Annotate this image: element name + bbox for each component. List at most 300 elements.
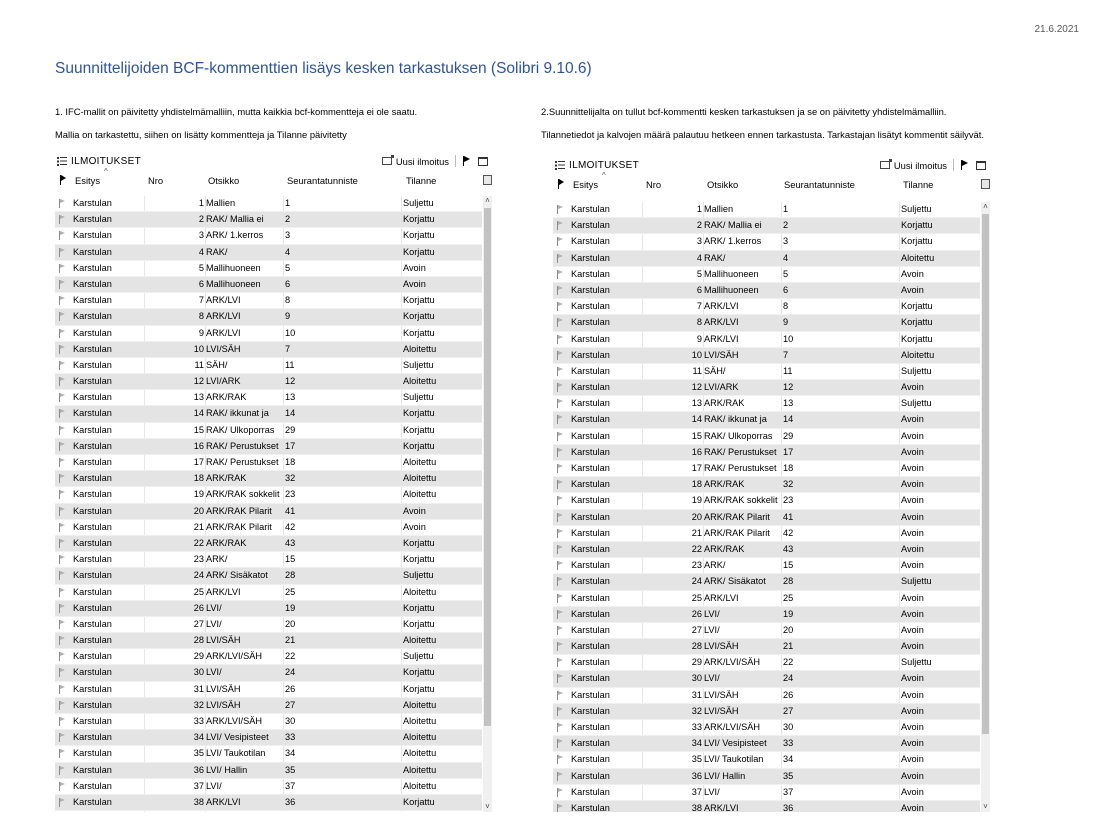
cell-nro: 29 (691, 657, 702, 668)
flag-icon[interactable] (557, 545, 564, 554)
cell-esitys: Karstulan (571, 770, 610, 781)
table-row[interactable] (55, 585, 482, 601)
table-row[interactable] (553, 785, 980, 801)
cell-otsikko: SÄH/ (704, 365, 726, 376)
flag-icon[interactable] (557, 270, 564, 279)
cell-seurantatunniste: 35 (285, 764, 296, 775)
cell-seurantatunniste: 11 (783, 365, 793, 376)
flag-icon[interactable] (59, 685, 66, 694)
cell-seurantatunniste: 1 (285, 198, 291, 208)
flag-icon[interactable] (557, 448, 564, 457)
cell-seurantatunniste: 9 (783, 317, 789, 328)
flag-icon[interactable] (59, 215, 66, 224)
flag-icon[interactable] (59, 345, 66, 354)
table-row[interactable] (55, 358, 482, 374)
cell-nro: 14 (193, 408, 204, 419)
flag-icon[interactable] (557, 513, 564, 522)
table-row[interactable] (55, 795, 482, 811)
flag-icon[interactable] (59, 539, 66, 548)
table-row[interactable] (553, 412, 980, 428)
table-row[interactable] (553, 234, 980, 250)
cell-tilanne: Avoin (403, 521, 426, 532)
column-nro[interactable]: Nro (646, 179, 662, 190)
table-row[interactable] (55, 390, 482, 406)
cell-tilanne: Suljettu (901, 576, 932, 587)
table-row[interactable] (55, 423, 482, 439)
cell-nro: 2 (198, 214, 204, 225)
cell-tilanne: Korjattu (901, 236, 933, 247)
table-row[interactable] (553, 364, 980, 380)
flag-icon[interactable] (557, 335, 564, 344)
cell-otsikko: RAK/ (206, 246, 228, 257)
cell-tilanne: Avoin (901, 446, 924, 457)
scroll-down-icon[interactable]: ˅ (983, 802, 988, 811)
cell-seurantatunniste: 15 (783, 560, 794, 571)
cell-esitys: Karstulan (73, 683, 112, 694)
cell-otsikko: RAK/ Ulkoporras (704, 430, 773, 441)
table-row[interactable] (553, 348, 980, 364)
cell-seurantatunniste: 21 (285, 635, 296, 646)
table-row[interactable] (553, 671, 980, 687)
column-seurantatunniste[interactable]: Seurantatunniste (287, 175, 358, 186)
flag-icon[interactable] (557, 529, 564, 538)
cell-tilanne: Korjattu (403, 554, 435, 565)
cell-otsikko: LVI/ (206, 602, 222, 613)
cell-nro: 26 (193, 602, 204, 613)
scrollbar-thumb[interactable] (982, 214, 989, 734)
table-row[interactable] (55, 326, 482, 342)
column-esitys[interactable]: Esitys (573, 179, 599, 190)
cell-seurantatunniste: 36 (285, 796, 296, 807)
cell-nro: 32 (193, 699, 204, 710)
flag-icon[interactable] (59, 588, 66, 597)
table-row[interactable] (553, 429, 980, 445)
table-row[interactable] (55, 698, 482, 714)
cell-esitys: Karstulan (571, 689, 610, 700)
cell-tilanne: Avoin (901, 527, 924, 538)
flag-icon[interactable] (59, 393, 66, 402)
cell-tilanne: Avoin (901, 560, 924, 571)
cell-tilanne: Avoin (901, 705, 924, 716)
cell-otsikko: ARK/ 1.kerros (704, 236, 762, 247)
flag-icon[interactable] (59, 442, 66, 451)
table-row[interactable] (55, 439, 482, 455)
cell-esitys: Karstulan (571, 463, 610, 473)
cell-seurantatunniste: 29 (783, 430, 794, 441)
flag-icon[interactable] (59, 377, 66, 386)
cell-tilanne: Avoin (901, 543, 924, 554)
flag-icon[interactable] (59, 701, 66, 710)
table-row[interactable] (55, 309, 482, 325)
scrollbar-thumb[interactable] (484, 208, 491, 726)
table-row[interactable] (55, 487, 482, 503)
flag-icon[interactable] (557, 707, 564, 716)
cell-tilanne: Korjattu (403, 537, 435, 548)
cell-otsikko: LVI/ (704, 608, 720, 619)
flag-icon[interactable] (59, 329, 66, 338)
flag-icon[interactable] (557, 464, 564, 473)
table-row[interactable] (55, 714, 482, 730)
cell-seurantatunniste: 18 (783, 463, 794, 473)
table-row[interactable] (55, 682, 482, 698)
cell-otsikko: Mallien (704, 204, 734, 214)
cell-nro: 25 (193, 586, 204, 597)
table-row[interactable] (553, 704, 980, 720)
flag-icon[interactable] (59, 749, 66, 758)
column-tilanne[interactable]: Tilanne (903, 179, 934, 190)
flag-icon[interactable] (557, 658, 564, 667)
cell-otsikko: LVI/SÄH (206, 683, 241, 694)
flag-column-icon[interactable] (59, 175, 67, 185)
table-row[interactable] (55, 471, 482, 487)
cell-esitys: Karstulan (73, 473, 112, 484)
cell-nro: 1 (198, 198, 204, 208)
table-row[interactable] (553, 510, 980, 526)
new-issue-icon (382, 157, 392, 165)
flag-column-icon[interactable] (557, 179, 565, 189)
flag-icon[interactable] (557, 221, 564, 230)
cell-tilanne: Aloitettu (901, 252, 935, 263)
flag-icon[interactable] (557, 723, 564, 732)
table-row[interactable] (55, 633, 482, 649)
cell-tilanne: Korjattu (403, 440, 435, 451)
column-chooser-icon[interactable] (483, 175, 492, 185)
list-icon (57, 157, 67, 166)
flag-icon[interactable] (59, 248, 66, 257)
cell-otsikko: LVI/ Vesipisteet (206, 732, 269, 743)
cell-nro: 3 (696, 236, 702, 247)
flag-icon[interactable] (557, 399, 564, 408)
flag-icon[interactable] (59, 280, 66, 289)
flag-icon[interactable] (557, 626, 564, 635)
flag-icon[interactable] (59, 264, 66, 273)
cell-esitys: Karstulan (73, 489, 112, 500)
table-row[interactable] (553, 299, 980, 315)
flag-icon[interactable] (557, 286, 564, 295)
cell-tilanne: Korjattu (403, 602, 435, 613)
flag-icon[interactable] (59, 668, 66, 677)
column-seurantatunniste[interactable]: Seurantatunniste (784, 179, 855, 190)
flag-icon[interactable] (59, 507, 66, 516)
flag-icon[interactable] (59, 555, 66, 564)
cell-nro: 35 (691, 754, 702, 765)
cell-esitys: Karstulan (571, 365, 610, 376)
cell-nro: 11 (692, 365, 702, 376)
flag-icon[interactable] (557, 415, 564, 424)
flag-icon[interactable] (557, 642, 564, 651)
table-row[interactable] (55, 649, 482, 665)
cell-nro: 2 (696, 220, 702, 231)
table-row[interactable] (553, 493, 980, 509)
cell-seurantatunniste: 14 (285, 408, 296, 419)
flag-icon[interactable] (59, 312, 66, 321)
table-row[interactable] (553, 574, 980, 590)
cell-otsikko: Mallien (206, 198, 236, 208)
cell-tilanne: Korjattu (403, 408, 435, 419)
table-row[interactable] (553, 251, 980, 267)
cell-nro: 9 (198, 327, 204, 338)
cell-nro: 5 (198, 262, 204, 273)
table-row[interactable] (553, 720, 980, 736)
cell-otsikko: ARK/LVI/SÄH (206, 651, 262, 662)
cell-nro: 28 (691, 641, 702, 652)
cell-otsikko: Mallihuoneen (704, 284, 759, 295)
cell-nro: 20 (691, 511, 702, 522)
cell-seurantatunniste: 10 (285, 327, 296, 338)
table-row[interactable] (553, 267, 980, 283)
flag-icon[interactable] (59, 636, 66, 645)
flag-icon[interactable] (557, 496, 564, 505)
cell-seurantatunniste: 24 (285, 667, 296, 678)
cell-otsikko: LVI/SÄH (704, 705, 739, 716)
table-row[interactable] (55, 212, 482, 228)
cell-tilanne: Korjattu (403, 246, 435, 257)
issues-panel-left (55, 152, 492, 812)
cell-esitys: Karstulan (73, 230, 112, 241)
flag-icon[interactable] (557, 674, 564, 683)
table-row[interactable] (553, 623, 980, 639)
table-row[interactable] (55, 552, 482, 568)
table-row[interactable] (55, 730, 482, 746)
flag-icon[interactable] (557, 739, 564, 748)
flag-icon[interactable] (557, 691, 564, 700)
flag-icon[interactable] (59, 474, 66, 483)
scroll-up-icon[interactable]: ˄ (983, 202, 988, 211)
flag-icon[interactable] (59, 782, 66, 791)
cell-nro: 36 (193, 764, 204, 775)
new-issue-button[interactable]: Uusi ilmoitus (395, 155, 449, 167)
flag-icon[interactable] (557, 594, 564, 603)
table-row[interactable] (553, 769, 980, 785)
cell-esitys: Karstulan (73, 699, 112, 710)
flag-icon[interactable] (59, 717, 66, 726)
cell-seurantatunniste: 29 (285, 424, 296, 435)
flag-icon[interactable] (462, 156, 472, 166)
cell-otsikko: ARK/RAK sokkelit (206, 489, 280, 500)
vertical-scrollbar[interactable] (483, 196, 492, 812)
cell-nro: 31 (193, 683, 204, 694)
table-row[interactable] (553, 639, 980, 655)
column-otsikko[interactable]: Otsikko (707, 179, 739, 190)
flag-icon[interactable] (557, 755, 564, 764)
column-nro[interactable]: Nro (148, 175, 164, 186)
cell-esitys: Karstulan (73, 343, 112, 354)
flag-icon[interactable] (557, 205, 564, 214)
cell-otsikko: ARK/LVI (704, 317, 739, 328)
cell-nro: 13 (193, 392, 204, 403)
table-row[interactable] (55, 746, 482, 762)
flag-icon[interactable] (557, 318, 564, 327)
cell-esitys: Karstulan (571, 317, 610, 328)
cell-esitys: Karstulan (571, 705, 610, 716)
flag-icon[interactable] (557, 302, 564, 311)
flag-icon[interactable] (557, 610, 564, 619)
table-row[interactable] (55, 374, 482, 390)
table-row[interactable] (553, 558, 980, 574)
cell-nro: 11 (194, 359, 204, 370)
cell-tilanne: Korjattu (403, 683, 435, 694)
column-tilanne[interactable]: Tilanne (406, 175, 437, 186)
table-row[interactable] (553, 315, 980, 331)
cell-otsikko: ARK/LVI (704, 592, 739, 603)
flag-icon[interactable] (557, 772, 564, 781)
flag-icon[interactable] (59, 296, 66, 305)
table-row[interactable] (55, 601, 482, 617)
cell-nro: 31 (691, 689, 702, 700)
flag-icon[interactable] (557, 561, 564, 570)
flag-icon[interactable] (557, 804, 564, 812)
cell-otsikko: LVI/ (704, 786, 720, 797)
table-row[interactable] (55, 568, 482, 584)
flag-icon[interactable] (59, 458, 66, 467)
table-row[interactable] (553, 477, 980, 493)
cell-nro: 18 (691, 479, 702, 490)
cell-tilanne: Suljettu (901, 398, 932, 409)
cell-nro: 26 (691, 608, 702, 619)
table-row[interactable] (553, 445, 980, 461)
cell-esitys: Karstulan (73, 537, 112, 548)
table-row[interactable] (55, 196, 482, 212)
cell-esitys: Karstulan (73, 376, 112, 387)
table-row[interactable] (55, 293, 482, 309)
scroll-down-icon[interactable]: ˅ (485, 802, 490, 811)
cell-seurantatunniste: 27 (783, 705, 794, 716)
flag-icon[interactable] (59, 766, 66, 775)
table-row[interactable] (55, 536, 482, 552)
table-row[interactable] (553, 218, 980, 234)
table-row[interactable] (553, 461, 980, 477)
table-row[interactable] (553, 736, 980, 752)
new-issue-button[interactable]: Uusi ilmoitus (893, 159, 947, 171)
cell-esitys: Karstulan (73, 505, 112, 516)
flag-icon[interactable] (557, 383, 564, 392)
cell-seurantatunniste: 35 (783, 770, 794, 781)
cell-seurantatunniste: 5 (285, 262, 291, 273)
cell-tilanne: Korjattu (403, 796, 435, 807)
cell-esitys: Karstulan (73, 408, 112, 419)
cell-seurantatunniste: 43 (783, 543, 794, 554)
cell-seurantatunniste: 19 (783, 608, 794, 619)
table-row[interactable] (553, 591, 980, 607)
table-row[interactable] (55, 520, 482, 536)
cell-nro: 17 (193, 457, 204, 467)
table-row[interactable] (553, 380, 980, 396)
column-otsikko[interactable]: Otsikko (208, 175, 240, 186)
flag-icon[interactable] (557, 480, 564, 489)
cell-seurantatunniste: 25 (285, 586, 296, 597)
flag-icon[interactable] (59, 620, 66, 629)
cell-tilanne: Aloitettu (403, 457, 437, 467)
table-row[interactable] (553, 752, 980, 768)
cell-nro: 3 (198, 230, 204, 241)
flag-icon[interactable] (59, 199, 66, 208)
window-icon[interactable] (478, 157, 488, 166)
table-row[interactable] (55, 455, 482, 471)
table-row[interactable] (553, 526, 980, 542)
cell-tilanne: Avoin (901, 624, 924, 635)
cell-seurantatunniste: 13 (285, 392, 296, 403)
cell-esitys: Karstulan (73, 262, 112, 273)
table-row[interactable] (553, 332, 980, 348)
table-row[interactable] (55, 406, 482, 422)
table-row[interactable] (55, 277, 482, 293)
cell-tilanne: Avoin (901, 511, 924, 522)
flag-icon[interactable] (557, 788, 564, 797)
table-row[interactable] (553, 655, 980, 671)
flag-icon[interactable] (557, 351, 564, 360)
table-row[interactable] (55, 665, 482, 681)
flag-icon[interactable] (59, 798, 66, 807)
flag-icon[interactable] (59, 523, 66, 532)
table-row[interactable] (553, 283, 980, 299)
flag-icon[interactable] (557, 237, 564, 246)
flag-icon[interactable] (960, 160, 970, 170)
cell-esitys: Karstulan (571, 382, 610, 393)
cell-esitys: Karstulan (73, 732, 112, 743)
cell-nro: 20 (193, 505, 204, 516)
column-esitys[interactable]: Esitys (75, 175, 101, 186)
flag-icon[interactable] (59, 733, 66, 742)
table-row[interactable] (55, 342, 482, 358)
column-chooser-icon[interactable] (981, 179, 990, 189)
flag-icon[interactable] (557, 254, 564, 263)
cell-esitys: Karstulan (73, 521, 112, 532)
cell-esitys: Karstulan (571, 479, 610, 490)
table-row[interactable] (553, 688, 980, 704)
cell-seurantatunniste: 13 (783, 398, 794, 409)
flag-icon[interactable] (557, 577, 564, 586)
scroll-up-icon[interactable]: ˄ (485, 196, 490, 205)
flag-icon[interactable] (557, 367, 564, 376)
table-row[interactable] (553, 202, 980, 218)
flag-icon[interactable] (557, 432, 564, 441)
flag-icon[interactable] (59, 571, 66, 580)
cell-esitys: Karstulan (73, 246, 112, 257)
table-row[interactable] (55, 245, 482, 261)
table-row[interactable] (55, 763, 482, 779)
cell-esitys: Karstulan (571, 333, 610, 344)
flag-icon[interactable] (59, 409, 66, 418)
flag-icon[interactable] (59, 361, 66, 370)
cell-tilanne: Avoin (901, 802, 924, 812)
flag-icon[interactable] (59, 652, 66, 661)
cell-tilanne: Aloitettu (403, 780, 437, 791)
window-icon[interactable] (976, 161, 986, 170)
cell-otsikko: RAK/ Perustukset (704, 446, 777, 457)
flag-icon[interactable] (59, 490, 66, 499)
table-row[interactable] (55, 261, 482, 277)
table-row[interactable] (55, 617, 482, 633)
cell-otsikko: RAK/ Mallia ei (206, 214, 264, 225)
table-row[interactable] (55, 504, 482, 520)
table-row[interactable] (553, 801, 980, 812)
cell-seurantatunniste: 6 (285, 278, 291, 289)
cell-nro: 24 (691, 576, 702, 587)
cell-seurantatunniste: 3 (285, 230, 291, 241)
table-row[interactable] (55, 779, 482, 795)
flag-icon[interactable] (59, 426, 66, 435)
table-row[interactable] (553, 542, 980, 558)
cell-nro: 22 (193, 537, 204, 548)
table-row[interactable] (553, 396, 980, 412)
cell-esitys: Karstulan (571, 349, 610, 360)
flag-icon[interactable] (59, 231, 66, 240)
table-row[interactable] (55, 228, 482, 244)
flag-icon[interactable] (59, 604, 66, 613)
vertical-scrollbar[interactable] (981, 202, 990, 812)
table-row[interactable] (553, 607, 980, 623)
cell-seurantatunniste: 32 (285, 473, 296, 484)
